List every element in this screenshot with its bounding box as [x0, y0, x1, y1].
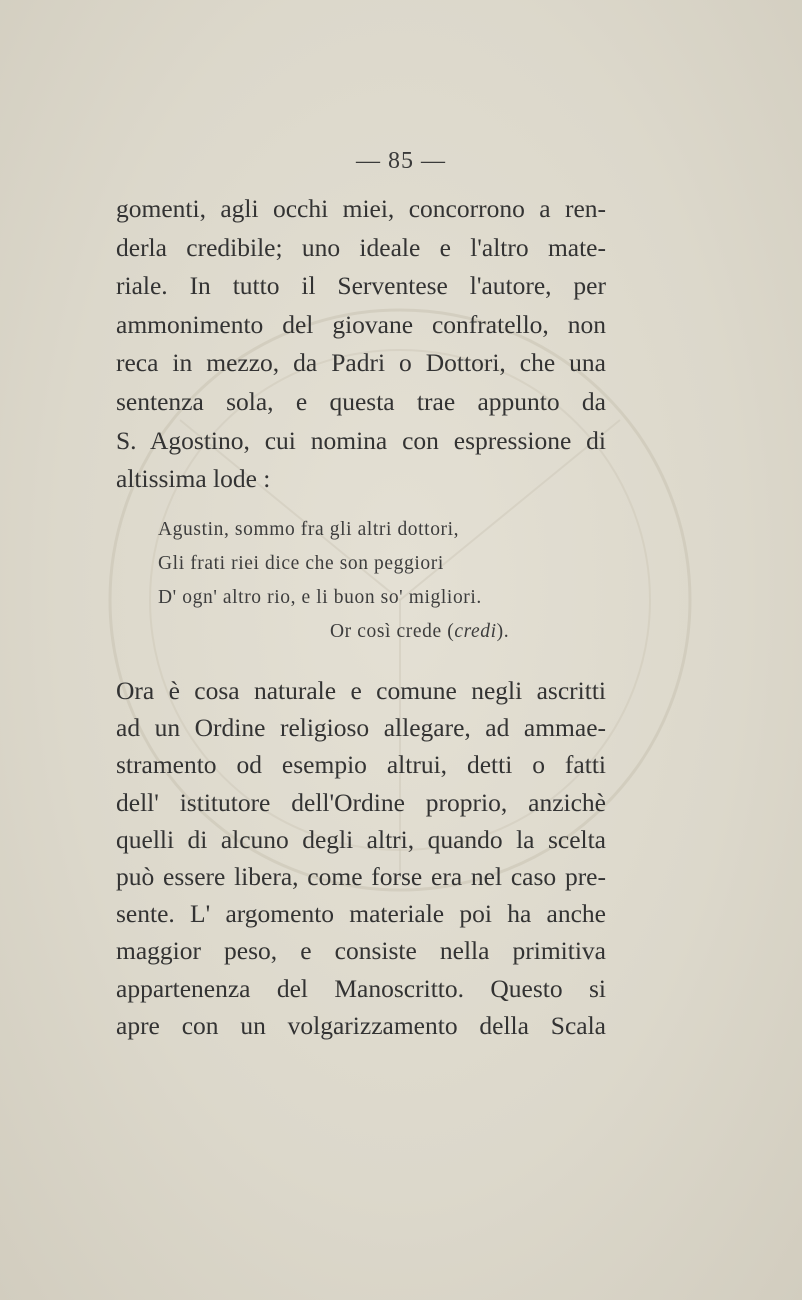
text-line: gomenti, agli occhi miei, concorrono a ren- — [116, 194, 606, 223]
text-line: appartenenza del Manoscritto. Questo si — [116, 973, 606, 1003]
text-line: ammonimento del giovane confratello, non — [116, 309, 606, 339]
verse-line: Agustin, sommo fra gli altri dottori, — [158, 519, 460, 540]
text-line: riale. In tutto il Serventese l'autore, per — [116, 271, 606, 301]
text-line: dell' istitutore dell'Ordine proprio, anzichè — [116, 787, 606, 817]
text-line: sentenza sola, e questa trae appunto da — [116, 386, 606, 416]
attribution-italic: credi — [454, 621, 497, 642]
text-line: sente. L' argomento materiale poi ha anche — [116, 899, 606, 929]
text-line: maggior peso, e consiste nella primitiva — [116, 936, 606, 966]
attribution-prefix: Or così crede ( — [330, 621, 455, 642]
verse-line: Gli frati riei dice che son peggiori — [158, 553, 444, 574]
verse-line: D' ogn' altro rio, e li buon so' migliori. — [158, 587, 482, 608]
text-line: apre con un volgarizzamento della Scala — [116, 1010, 606, 1040]
text-line: S. Agostino, cui nomina con espressione di — [116, 425, 606, 455]
page-number: — 85 — — [356, 148, 446, 174]
text-line: ad un Ordine religioso allegare, ad ammae- — [116, 713, 606, 743]
text-line: può essere libera, come forse era nel caso pre- — [116, 861, 606, 891]
text-line: derla credibile; uno ideale e l'altro mate- — [116, 232, 606, 262]
text-line: quelli di alcuno degli altri, quando la scelta — [116, 824, 606, 854]
paragraph-2 — [116, 672, 606, 1044]
verse-quotation — [158, 513, 558, 649]
verse-attribution — [158, 615, 558, 649]
attribution-suffix: ). — [496, 621, 510, 642]
text-line: stramento od esempio altrui, detti o fatti — [116, 750, 606, 780]
text-line: reca in mezzo, da Padri o Dottori, che una — [116, 348, 606, 378]
text-line: altissima lode : — [116, 464, 271, 494]
paragraph-1 — [116, 190, 606, 499]
text-line: Ora è cosa naturale e comune negli ascritti — [116, 676, 606, 705]
